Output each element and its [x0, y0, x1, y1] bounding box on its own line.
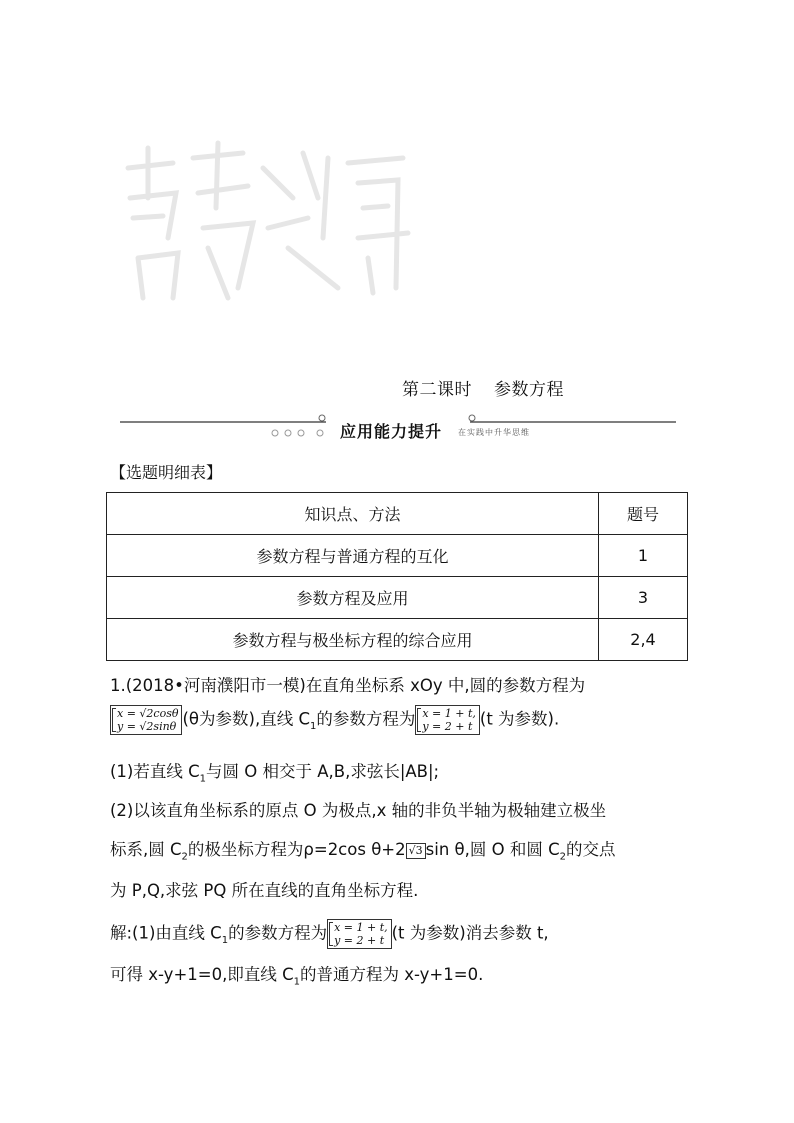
text-run: 的普通方程为 x-y+1=0.	[299, 965, 484, 984]
text-run: 与圆 O 相交于 A,B,求弦长|AB|;	[206, 762, 440, 781]
question-1	[110, 758, 439, 784]
subscript: 1	[221, 934, 229, 946]
subscript: 2	[559, 851, 566, 863]
lesson-title-part1: 第二课时	[402, 380, 472, 400]
solution-line-1	[110, 919, 549, 949]
table-cell: 1	[599, 535, 688, 577]
problem-line-1: 1.(2018•河南濮阳市一模)在直角坐标系 xOy 中,圆的参数方程为	[110, 676, 586, 695]
text-run: 的交点	[565, 840, 616, 859]
solution-line-2	[110, 961, 483, 987]
topic-detail-table	[106, 492, 688, 661]
text-run: (t 为参数)消去参数 t,	[391, 923, 549, 943]
section-banner	[120, 410, 676, 444]
equation-row: x = √2cosθ	[117, 707, 179, 720]
equation-row: x = 1 + t,	[422, 707, 476, 720]
line-param-equation	[327, 919, 392, 949]
text-run: 的参数方程为	[228, 923, 328, 943]
equation-row: y = 2 + t	[422, 720, 473, 733]
table-row	[107, 619, 688, 661]
text-run: (θ为参数),直线 C	[182, 709, 310, 729]
subscript: 1	[309, 720, 317, 732]
text-run: 的参数方程为	[316, 709, 416, 729]
text-run: 标系,圆 C	[110, 840, 182, 859]
table-header-cell: 知识点、方法	[107, 493, 599, 535]
table-row	[107, 535, 688, 577]
watermark-logo	[118, 138, 418, 303]
table-cell: 参数方程及应用	[107, 577, 599, 619]
table-header-cell: 题号	[599, 493, 688, 535]
equation-row: y = 2 + t	[334, 934, 385, 947]
table-cell: 参数方程与极坐标方程的综合应用	[107, 619, 599, 661]
line-param-equation	[415, 705, 480, 735]
text-run: 可得 x-y+1=0,即直线 C	[110, 965, 294, 984]
subscript: 2	[181, 851, 188, 863]
table-cell: 3	[599, 577, 688, 619]
question-2-line-1: (2)以该直角坐标系的原点 O 为极点,x 轴的非负半轴为极轴建立极坐	[110, 801, 607, 820]
banner-subtitle: 在实践中升华思维	[458, 428, 530, 437]
sqrt3-symbol: √3	[406, 843, 426, 859]
equation-row: y = √2sinθ	[117, 720, 177, 733]
text-run: 的极坐标方程为ρ=2cos θ+2	[187, 840, 406, 859]
table-cell: 2,4	[599, 619, 688, 661]
text-run: (t 为参数).	[479, 709, 560, 729]
problem-line-2	[110, 705, 559, 735]
equation-row: x = 1 + t,	[334, 921, 388, 934]
subscript: 1	[199, 773, 207, 785]
table-cell: 参数方程与普通方程的互化	[107, 535, 599, 577]
lesson-title-part2: 参数方程	[494, 380, 564, 400]
section-heading: 【选题明细表】	[110, 463, 223, 482]
text-run: (1)若直线 C	[110, 762, 200, 781]
text-run: sin θ,圆 O 和圆 C	[425, 840, 560, 859]
question-2-line-3: 为 P,Q,求弦 PQ 所在直线的直角坐标方程.	[110, 881, 419, 900]
table-header-row	[107, 493, 688, 535]
question-2-line-2	[110, 836, 615, 862]
table-row	[107, 577, 688, 619]
circle-param-equation	[110, 705, 182, 735]
lesson-title	[402, 375, 564, 400]
text-run: 解:(1)由直线 C	[110, 923, 222, 943]
subscript: 1	[293, 976, 300, 988]
banner-title: 应用能力提升	[340, 422, 443, 441]
